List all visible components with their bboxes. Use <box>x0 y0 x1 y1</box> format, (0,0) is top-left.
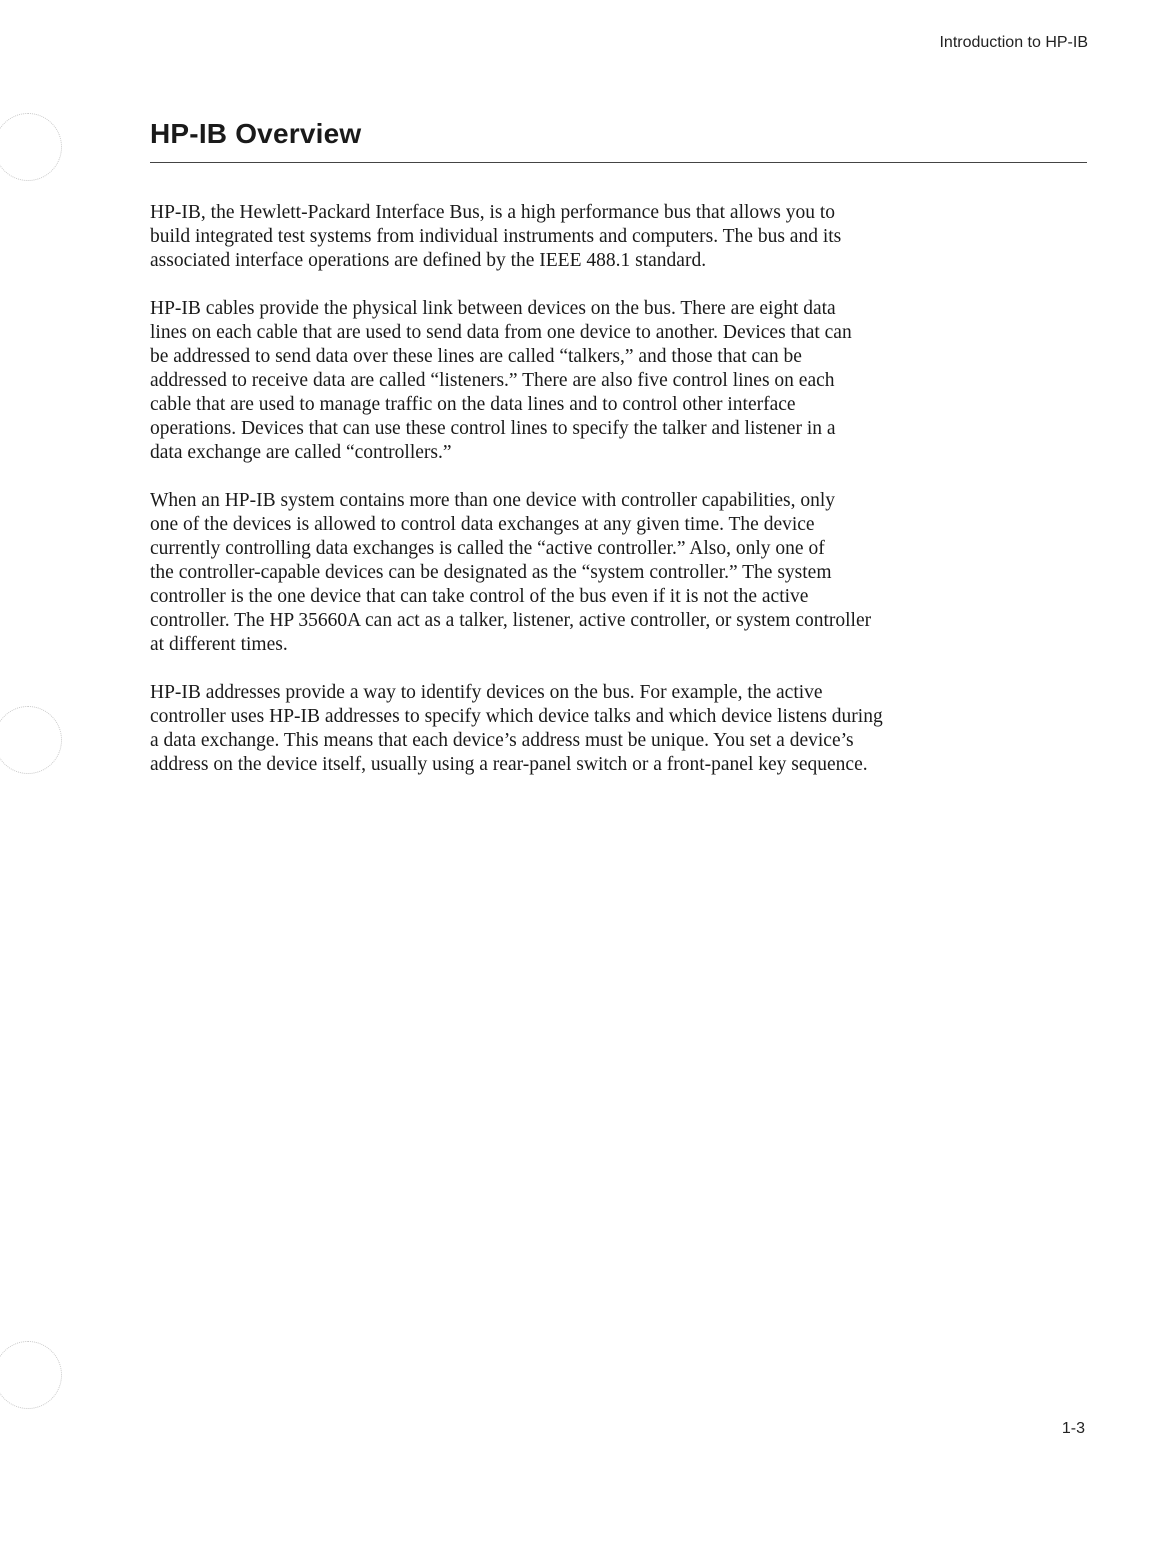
text-line: the controller-capable devices can be designated as the “system controller.” The system <box>150 562 832 583</box>
text-line: data exchange are called “controllers.” <box>150 442 452 463</box>
text-line: be addressed to send data over these lines are called “talkers,” and those that can be <box>150 346 802 367</box>
text-line: operations. Devices that can use these control lines to specify the talker and listener in a <box>150 418 836 439</box>
text-line: a data exchange. This means that each device’s address must be unique. You set a device’s <box>150 730 854 751</box>
text-line: controller is the one device that can take control of the bus even if it is not the active <box>150 586 809 607</box>
body-text <box>150 201 1090 801</box>
paragraph-intro <box>150 201 1090 273</box>
text-line: build integrated test systems from individual instruments and computers. The bus and its <box>150 226 842 247</box>
section-title: HP-IB Overview <box>150 118 362 149</box>
paragraph-controllers <box>150 489 1090 657</box>
page-number: 1-3 <box>1061 1420 1085 1437</box>
text-line: controller. The HP 35660A can act as a talker, listener, active controller, or system controller <box>150 610 872 631</box>
title-rule <box>150 162 1087 163</box>
paragraph-addresses <box>150 681 1090 777</box>
running-header: Introduction to HP-IB <box>939 34 1088 51</box>
text-line: one of the devices is allowed to control data exchanges at any given time. The device <box>150 514 815 535</box>
text-line: cable that are used to manage traffic on the data lines and to control other interface <box>150 394 796 415</box>
text-line: HP-IB addresses provide a way to identify devices on the bus. For example, the active <box>150 682 823 703</box>
text-line: currently controlling data exchanges is called the “active controller.” Also, only one of <box>150 538 825 559</box>
text-line: controller uses HP-IB addresses to specify which device talks and which device listens during <box>150 706 883 727</box>
paragraph-cables <box>150 297 1090 465</box>
text-line: at different times. <box>150 634 288 655</box>
text-line: HP-IB, the Hewlett-Packard Interface Bus, is a high performance bus that allows you to <box>150 202 836 223</box>
punch-hole-top <box>0 113 62 181</box>
text-line: address on the device itself, usually using a rear-panel switch or a front-panel key sequence. <box>150 754 868 775</box>
punch-hole-bottom <box>0 1341 62 1409</box>
text-line: lines on each cable that are used to send data from one device to another. Devices that can <box>150 322 852 343</box>
punch-hole-middle <box>0 706 62 774</box>
text-line: HP-IB cables provide the physical link between devices on the bus. There are eight data <box>150 298 836 319</box>
text-line: associated interface operations are defined by the IEEE 488.1 standard. <box>150 250 707 271</box>
text-line: addressed to receive data are called “listeners.” There are also five control lines on each <box>150 370 835 391</box>
text-line: When an HP-IB system contains more than one device with controller capabilities, only <box>150 490 836 511</box>
